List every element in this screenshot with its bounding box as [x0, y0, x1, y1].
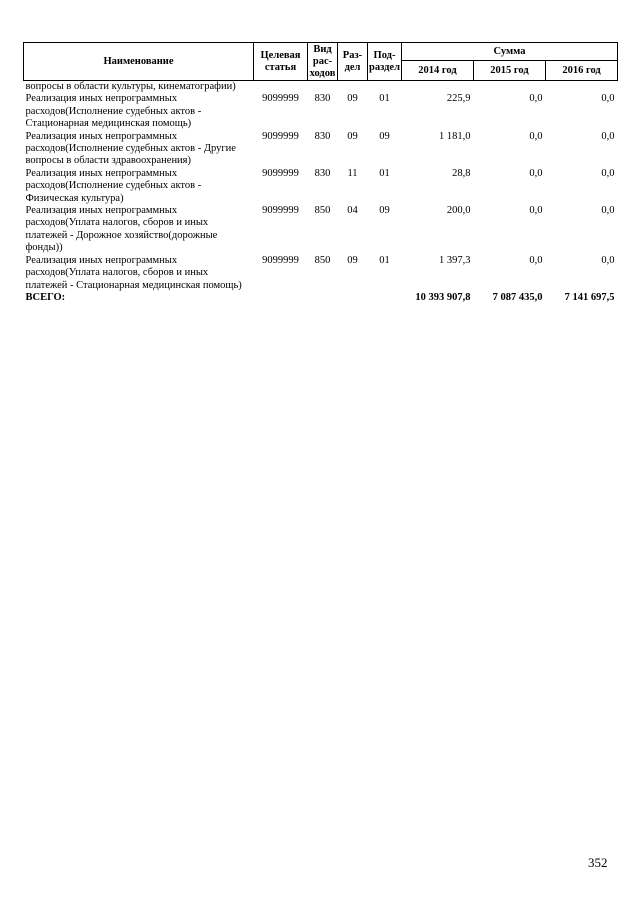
cell-sub: 09: [379, 205, 390, 217]
cell-sub: 01: [379, 167, 390, 179]
cell-name: Реализация иных непрограммных расходов(Исполнение судебных актов - Стационарная медицинская помощь): [25, 93, 202, 130]
total-2015: 7 087 435,0: [492, 291, 543, 303]
cell-section: 11: [347, 167, 358, 179]
cell-name: Реализация иных непрограммных расходов(Уплата налогов, сборов и иных платежей - Стационарная медицинская помощь): [25, 254, 242, 291]
cell-v2014: 225,9: [446, 93, 471, 105]
cell-v2014: 28,8: [452, 167, 471, 179]
cell-target: 9099999: [262, 130, 299, 142]
col-kind-header: Вид рас-ходов: [308, 43, 338, 81]
cell-kind: 850: [314, 254, 331, 266]
cell-kind: 830: [314, 167, 331, 179]
table-row: [24, 131, 618, 168]
cell-name: Реализация иных непрограммных расходов(Исполнение судебных актов - Физическая культура): [25, 167, 202, 204]
cell-v2016: 0,0: [601, 254, 615, 266]
table-row: [24, 93, 618, 130]
cell-v2014: 200,0: [446, 205, 471, 217]
cell-v2015: 0,0: [529, 205, 543, 217]
total-label: ВСЕГО:: [25, 291, 66, 303]
col-sum-header: Сумма: [402, 43, 618, 61]
cell-v2016: 0,0: [601, 93, 615, 105]
cell-v2015: 0,0: [529, 130, 543, 142]
budget-table: [23, 42, 618, 304]
cell-section: 09: [347, 254, 358, 266]
cell-v2016: 0,0: [601, 130, 615, 142]
cell-v2016: 0,0: [601, 167, 615, 179]
cell-kind: 850: [314, 205, 331, 217]
cell-v2016: 0,0: [601, 205, 615, 217]
cell-v2014: 1 397,3: [439, 254, 471, 266]
cell-sub: 01: [379, 254, 390, 266]
cell-sub: 09: [379, 130, 390, 142]
continued-text: вопросы в области культуры, кинематографии): [25, 81, 236, 92]
total-2016: 7 141 697,5: [564, 291, 615, 303]
cell-target: 9099999: [262, 93, 299, 105]
cell-name: Реализация иных непрограммных расходов(Уплата налогов, сборов и иных платежей - Дорожное хозяйство(дорожные фонды)): [25, 205, 218, 254]
col-2015-header: 2015 год: [474, 61, 546, 81]
cell-sub: 01: [379, 93, 390, 105]
cell-kind: 830: [314, 93, 331, 105]
col-subsection-header: Под-раздел: [368, 43, 402, 81]
table-row: [24, 205, 618, 255]
cell-v2014: 1 181,0: [439, 130, 471, 142]
cell-kind: 830: [314, 130, 331, 142]
table-row: [24, 168, 618, 205]
cell-v2015: 0,0: [529, 167, 543, 179]
col-target-header: Целевая статья: [254, 43, 308, 81]
col-name-header: Наименование: [24, 43, 254, 81]
col-2014-header: 2014 год: [402, 61, 474, 81]
page-number: 352: [588, 855, 608, 870]
cell-target: 9099999: [262, 254, 299, 266]
cell-section: 09: [347, 130, 358, 142]
cell-v2015: 0,0: [529, 254, 543, 266]
cell-section: 04: [347, 205, 358, 217]
col-section-header: Раз-дел: [338, 43, 368, 81]
cell-target: 9099999: [262, 205, 299, 217]
cell-name: Реализация иных непрограммных расходов(Исполнение судебных актов - Другие вопросы в области здравоохранения): [25, 130, 236, 167]
cell-section: 09: [347, 93, 358, 105]
cell-v2015: 0,0: [529, 93, 543, 105]
total-2014: 10 393 907,8: [415, 291, 471, 303]
cell-target: 9099999: [262, 167, 299, 179]
table-row: [24, 255, 618, 292]
col-2016-header: 2016 год: [546, 61, 618, 81]
